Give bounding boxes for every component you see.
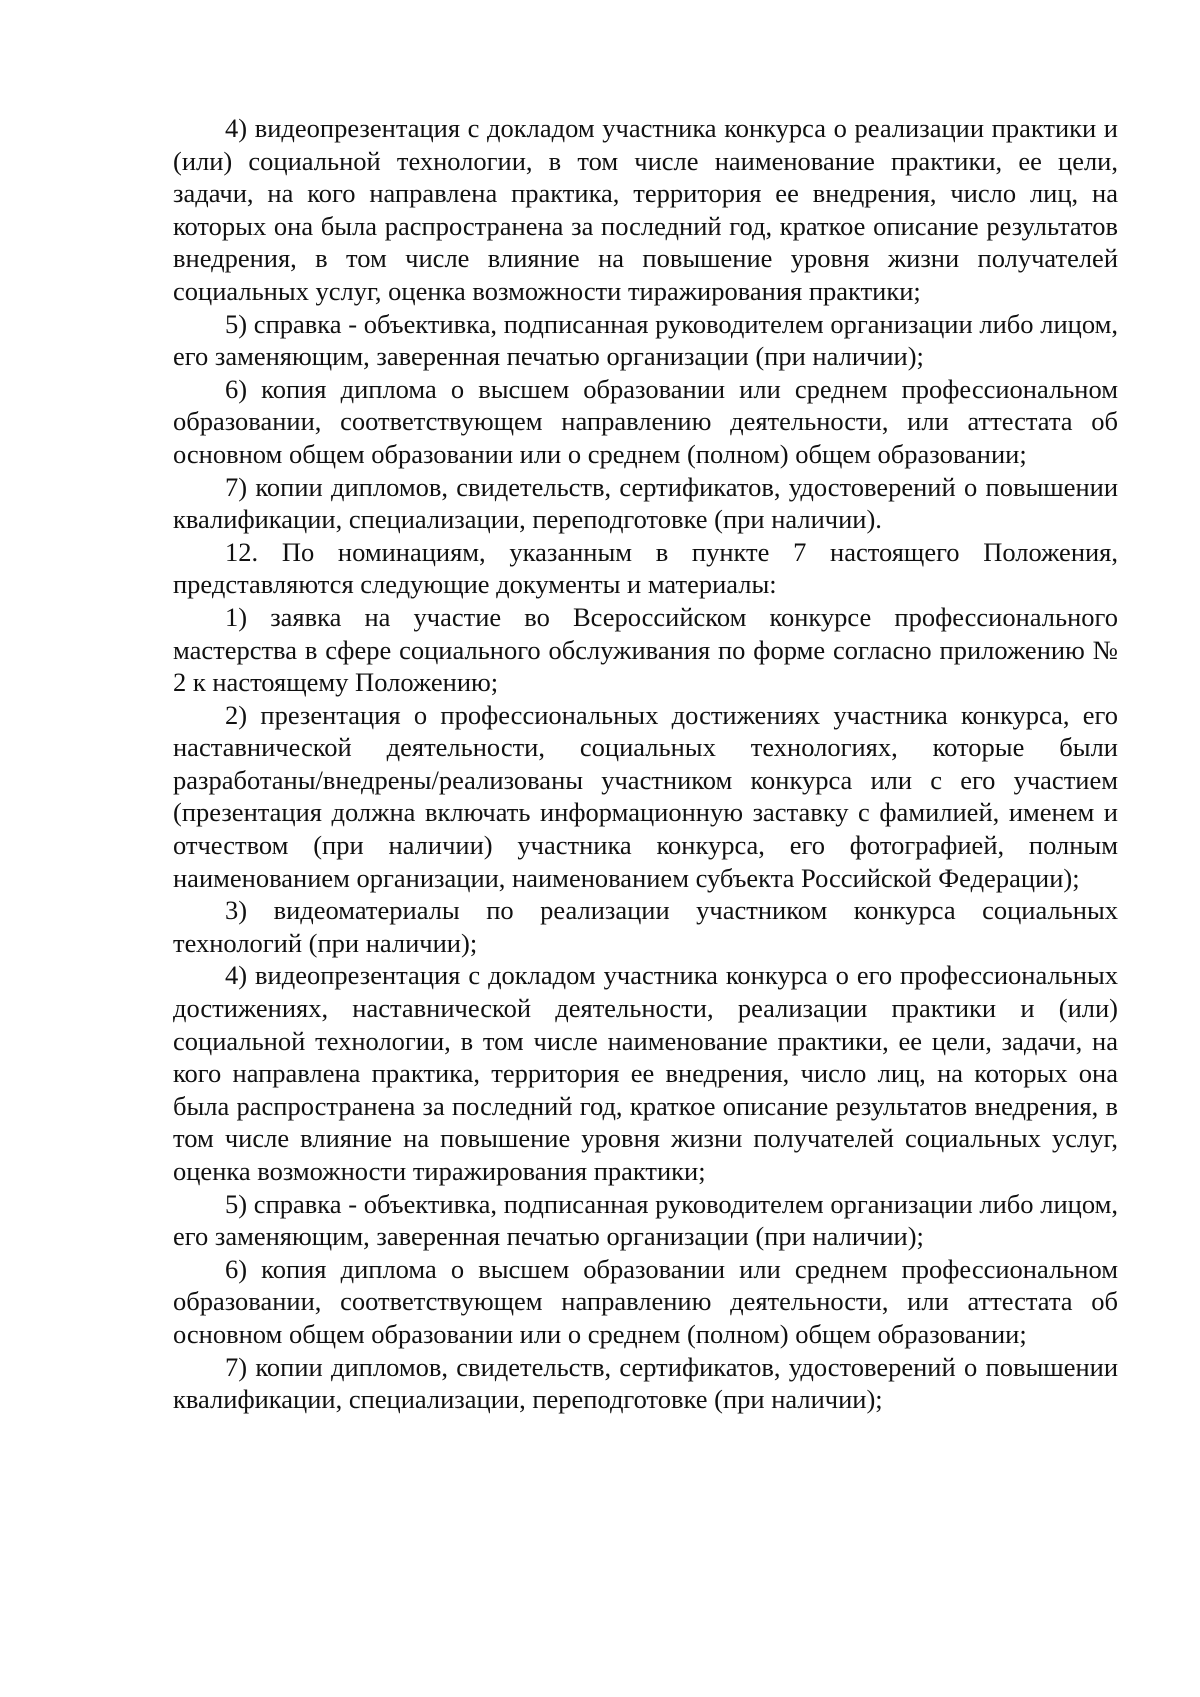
paragraph-item-4-video-presentation-achievements: 4) видеопрезентация с докладом участника конкурса о его профессиональных достижениях, наставнической деятельности, реализации практики и (или) социальной технологии, в том числе наименование практики, ее цели, задачи, на кого направлена практика, территория ее внедрения, число лиц, на которых она была распространена за последний год, краткое описание результатов внедрения, в том числе влияние на повышение уровня жизни получателей социальных услуг, оценка возможности тиражирования практики;	[173, 960, 1118, 1186]
paragraph-item-1-application: 1) заявка на участие во Всероссийском конкурсе профессионального мастерства в сфере социального обслуживания по форме согласно приложению № 2 к настоящему Положению;	[173, 601, 1118, 698]
document-body	[173, 112, 1118, 1416]
paragraph-item-3-video-materials: 3) видеоматериалы по реализации участником конкурса социальных технологий (при наличии);	[173, 895, 1118, 958]
paragraph-item-7-certificates: 7) копии дипломов, свидетельств, сертификатов, удостоверений о повышении квалификации, специализации, переподготовке (при наличии).	[173, 471, 1118, 535]
paragraph-item-2-presentation: 2) презентация о профессиональных достижениях участника конкурса, его наставнической деятельности, социальных технологиях, которые были разработаны/внедрены/реализованы участником конкурса или с его участием (презентация должна включать информационную заставку с фамилией, именем и отчеством (при наличии) участника конкурса, его фотографией, полным наименованием организации, наименованием субъекта Российской Федерации);	[173, 699, 1118, 893]
paragraph-item-6-diploma-copy: 6) копия диплома о высшем образовании или среднем профессиональном образовании, соответствующем направлению деятельности, или аттестата об основном общем образовании или о среднем (полном) общем образовании;	[173, 373, 1118, 469]
paragraph-item-6-diploma-copy-repeat: 6) копия диплома о высшем образовании или среднем профессиональном образовании, соответствующем направлению деятельности, или аттестата об основном общем образовании или о среднем (полном) общем образовании;	[173, 1253, 1118, 1349]
paragraph-item-4-video-presentation: 4) видеопрезентация с докладом участника конкурса о реализации практики и (или) социальной технологии, в том числе наименование практики, ее цели, задачи, на кого направлена практика, территория ее внедрения, число лиц, на которых она была распространена за последний год, краткое описание результатов внедрения, в том числе влияние на повышение уровня жизни получателей социальных услуг, оценка возможности тиражирования практики;	[173, 113, 1118, 306]
paragraph-item-5-reference: 5) справка - объективка, подписанная руководителем организации либо лицом, его заменяющим, заверенная печатью организации (при наличии);	[173, 308, 1118, 372]
paragraph-section-12: 12. По номинациям, указанным в пункте 7 настоящего Положения, представляются следующие документы и материалы:	[173, 536, 1118, 600]
paragraph-item-5-reference-repeat: 5) справка - объективка, подписанная руководителем организации либо лицом, его заменяющим, заверенная печатью организации (при наличии);	[173, 1188, 1118, 1252]
paragraph-item-7-certificates-repeat: 7) копии дипломов, свидетельств, сертификатов, удостоверений о повышении квалификации, специализации, переподготовке (при наличии);	[173, 1351, 1118, 1415]
